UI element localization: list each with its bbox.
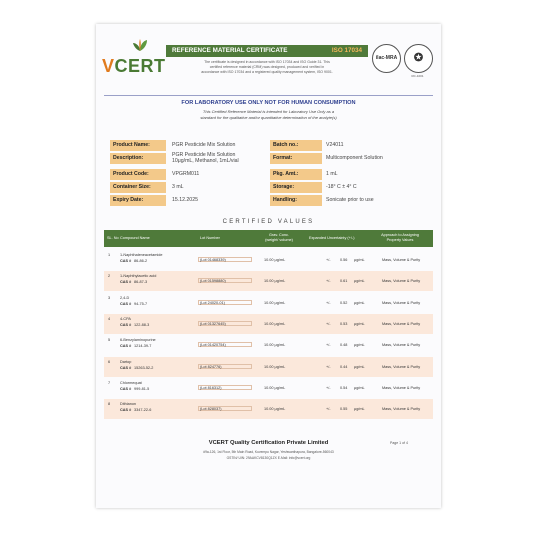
plus-minus: +/- bbox=[326, 300, 331, 305]
cas-number: 3347-22-6 bbox=[134, 408, 152, 413]
plus-minus: +/- bbox=[326, 364, 331, 369]
header-compound: Compound Name bbox=[120, 236, 150, 240]
lab-use-notice: FOR LABORATORY USE ONLY NOT FOR HUMAN CONSUMPTION bbox=[181, 100, 356, 106]
plus-minus: +/- bbox=[326, 279, 331, 284]
product-name-row bbox=[110, 140, 260, 151]
uncertainty-unit: μg/mL bbox=[354, 279, 365, 284]
description-row bbox=[110, 153, 260, 165]
cas-label: CAS # bbox=[120, 259, 132, 263]
batch-row bbox=[270, 140, 430, 151]
format-row bbox=[270, 153, 430, 164]
table-row bbox=[104, 271, 433, 291]
table-row bbox=[104, 314, 433, 334]
batch-value: V24011 bbox=[326, 142, 344, 148]
lot-number: (Lot 01327645) bbox=[198, 321, 252, 326]
grav-concentration: 10.00 μg/mL bbox=[264, 321, 286, 326]
handling-value: Sonicate prior to use bbox=[326, 197, 374, 203]
description-label: Description: bbox=[110, 153, 166, 164]
cas-number: 94-75-7 bbox=[134, 301, 148, 306]
header-lot: Lot Number bbox=[200, 236, 220, 240]
ilac-mra-badge: ilac-MRA bbox=[372, 44, 401, 73]
compound-name: 1-Naphthaleneacetamide bbox=[120, 253, 163, 257]
storage-label: Storage: bbox=[270, 182, 322, 193]
header-uncertainty: Expanded Uncertainty (+/-) bbox=[309, 236, 355, 240]
grav-concentration: 10.00 μg/mL bbox=[264, 258, 286, 262]
approach-value: Mass, Volume & Purity bbox=[382, 343, 421, 348]
row-number: 6 bbox=[108, 359, 111, 364]
header-approach: Approach to Assigning Property Values bbox=[381, 233, 419, 242]
cas-number: 86-87-3 bbox=[134, 280, 148, 285]
divider bbox=[104, 95, 433, 96]
footer-contact: GSTIN/ UIN: 29AAKCV8130Q1ZX E-Mail: info@vcert.org bbox=[226, 456, 311, 460]
banner-iso: ISO 17034 bbox=[331, 47, 362, 54]
grav-concentration: 10.00 μg/mL bbox=[264, 343, 286, 348]
row-number: 4 bbox=[108, 316, 111, 321]
compound-name: Dithianon bbox=[120, 402, 137, 407]
header-grav-conc: Grav. Conc. (weight/ volume) bbox=[265, 233, 293, 242]
row-number: 3 bbox=[108, 295, 111, 300]
leaf-icon bbox=[132, 38, 148, 52]
table-row bbox=[104, 399, 433, 419]
table-row bbox=[104, 250, 433, 270]
expiry-row bbox=[110, 195, 260, 206]
approach-value: Mass, Volume & Purity bbox=[382, 300, 421, 305]
approach-value: Mass, Volume & Purity bbox=[382, 321, 421, 326]
lot-number: (Lot 01420754) bbox=[198, 342, 252, 347]
product-code-label: Product Code: bbox=[110, 169, 166, 180]
cas-number: 15263-52-2 bbox=[134, 365, 154, 370]
uncertainty-unit: μg/mL bbox=[354, 385, 365, 390]
product-code-value: VPGRM011 bbox=[172, 171, 200, 177]
handling-label: Handling: bbox=[270, 195, 322, 206]
cas-number: 122-88-3 bbox=[134, 322, 150, 327]
uncertainty-unit: μg/mL bbox=[354, 258, 365, 262]
expiry-label: Expiry Date: bbox=[110, 195, 166, 206]
container-size-label: Container Size: bbox=[110, 182, 166, 193]
product-name-value: PGR Pesticide Mix Solution bbox=[172, 142, 236, 148]
plus-minus: +/- bbox=[326, 258, 331, 262]
cas-label: CAS # bbox=[120, 344, 132, 349]
format-value: Multicomponent Solution bbox=[326, 155, 383, 161]
table-row bbox=[104, 378, 433, 398]
row-number: 2 bbox=[108, 274, 111, 279]
lot-number: (Lot 816312) bbox=[198, 385, 252, 390]
certified-values-title: CERTIFIED VALUES bbox=[222, 219, 315, 225]
lot-number: (Lot 01598880) bbox=[198, 278, 252, 283]
cas-label: CAS # bbox=[120, 322, 132, 327]
container-size-value: 3 mL bbox=[172, 184, 184, 190]
compound-name: Chlormequat bbox=[120, 380, 142, 385]
vcert-logo bbox=[102, 34, 164, 74]
lot-number: (Lot 824776) bbox=[198, 364, 252, 369]
row-number: 7 bbox=[108, 380, 111, 385]
uncertainty-value: 0.48 bbox=[340, 343, 348, 348]
plus-minus: +/- bbox=[326, 343, 331, 348]
table-row bbox=[104, 335, 433, 355]
footer-address: #9a-126, 1st Floor, 5th Main Road, Kuvempu Nagar, Yeshwanthapura, Bangalore-560043 bbox=[203, 450, 334, 454]
cas-label: CAS # bbox=[120, 365, 132, 370]
accreditation-seal-icon: ✪ bbox=[404, 44, 433, 73]
logo-wordmark: VCERT bbox=[102, 56, 166, 76]
table-header bbox=[104, 230, 433, 247]
storage-value: -18° C ± 4° C bbox=[326, 184, 357, 190]
approach-value: Mass, Volume & Purity bbox=[382, 258, 421, 262]
plus-minus: +/- bbox=[326, 321, 331, 326]
approach-value: Mass, Volume & Purity bbox=[382, 385, 421, 390]
certificate-banner bbox=[166, 45, 368, 57]
header-sl-no: SL. No bbox=[107, 236, 119, 240]
uncertainty-value: 0.53 bbox=[340, 321, 348, 326]
grav-concentration: 10.00 μg/mL bbox=[264, 364, 286, 369]
container-size-row bbox=[110, 182, 260, 193]
format-label: Format: bbox=[270, 153, 322, 164]
uncertainty-value: 0.56 bbox=[340, 258, 348, 262]
table-row bbox=[104, 357, 433, 377]
row-number: 8 bbox=[108, 402, 111, 407]
approach-value: Mass, Volume & Purity bbox=[382, 279, 421, 284]
uncertainty-value: 0.54 bbox=[340, 385, 348, 390]
table-row bbox=[104, 293, 433, 313]
uncertainty-unit: μg/mL bbox=[354, 343, 365, 348]
intro-text: The certificate is designed in accordance with ISO 17034 and ISO Guide 31. This certified reference material (CRM) was designed, produced and verified in accordance with ISO 17034 and a registered quality management system, ISO 9001. bbox=[201, 60, 333, 74]
compound-name: 6-Benzylaminopurine bbox=[120, 338, 156, 343]
lot-number: (Lot 24020-01) bbox=[198, 300, 252, 305]
page-number: Page 1 of 4 bbox=[390, 441, 408, 445]
uncertainty-value: 0.44 bbox=[340, 364, 348, 369]
pkg-amount-label: Pkg. Amt.: bbox=[270, 169, 322, 180]
uncertainty-unit: μg/mL bbox=[354, 407, 365, 412]
footer-company: VCERT Quality Certification Private Limited bbox=[208, 440, 329, 446]
seal-code: RC-1001 bbox=[411, 74, 424, 78]
cas-label: CAS # bbox=[120, 408, 132, 413]
product-code-row bbox=[110, 169, 260, 180]
approach-value: Mass, Volume & Purity bbox=[382, 407, 421, 412]
pkg-amount-value: 1 mL bbox=[326, 171, 338, 177]
cas-label: CAS # bbox=[120, 386, 132, 391]
grav-concentration: 10.00 μg/mL bbox=[264, 385, 286, 390]
batch-label: Batch no.: bbox=[270, 140, 322, 151]
lot-number: (Lot 828037) bbox=[198, 406, 252, 411]
cas-number: 1214-39-7 bbox=[134, 344, 152, 349]
compound-name: 2,4-D bbox=[120, 295, 130, 300]
approach-value: Mass, Volume & Purity bbox=[382, 364, 421, 369]
grav-concentration: 10.00 μg/mL bbox=[264, 279, 286, 284]
uncertainty-unit: μg/mL bbox=[354, 300, 365, 305]
pkg-amount-row bbox=[270, 169, 430, 180]
plus-minus: +/- bbox=[326, 407, 331, 412]
certificate-sheet bbox=[96, 24, 441, 508]
uncertainty-value: 0.61 bbox=[340, 279, 348, 284]
storage-row bbox=[270, 182, 430, 193]
uncertainty-unit: μg/mL bbox=[354, 364, 365, 369]
uncertainty-value: 0.52 bbox=[340, 300, 348, 305]
compound-name: Dartop bbox=[120, 359, 132, 364]
row-number: 1 bbox=[108, 253, 111, 257]
expiry-value: 15.12.2025 bbox=[172, 197, 198, 203]
uncertainty-unit: μg/mL bbox=[354, 321, 365, 326]
row-number: 5 bbox=[108, 338, 111, 343]
grav-concentration: 10.00 μg/mL bbox=[264, 300, 286, 305]
description-value: PGR Pesticide Mix Solution 10μg/mL, Methanol, 1mL/vial bbox=[172, 152, 239, 164]
cas-label: CAS # bbox=[120, 301, 132, 306]
lab-use-subtext: This Certified Reference Material is intended for Laboratory Use Only as a standard for the qualitative and/or quantitative determination of the analyte(s) bbox=[200, 109, 337, 120]
lot-number: (Lot 01468339) bbox=[198, 257, 252, 262]
handling-row bbox=[270, 195, 430, 206]
cas-label: CAS # bbox=[120, 280, 132, 285]
compound-name: 1-Naphthylacetic acid bbox=[120, 274, 157, 279]
cas-number: 86-86-2 bbox=[134, 259, 148, 263]
grav-concentration: 10.00 μg/mL bbox=[264, 407, 286, 412]
cas-number: 999-81-5 bbox=[134, 386, 150, 391]
plus-minus: +/- bbox=[326, 385, 331, 390]
uncertainty-value: 0.55 bbox=[340, 407, 348, 412]
banner-title: REFERENCE MATERIAL CERTIFICATE bbox=[172, 47, 288, 54]
compound-name: 4-CPA bbox=[120, 316, 131, 321]
product-name-label: Product Name: bbox=[110, 140, 166, 151]
